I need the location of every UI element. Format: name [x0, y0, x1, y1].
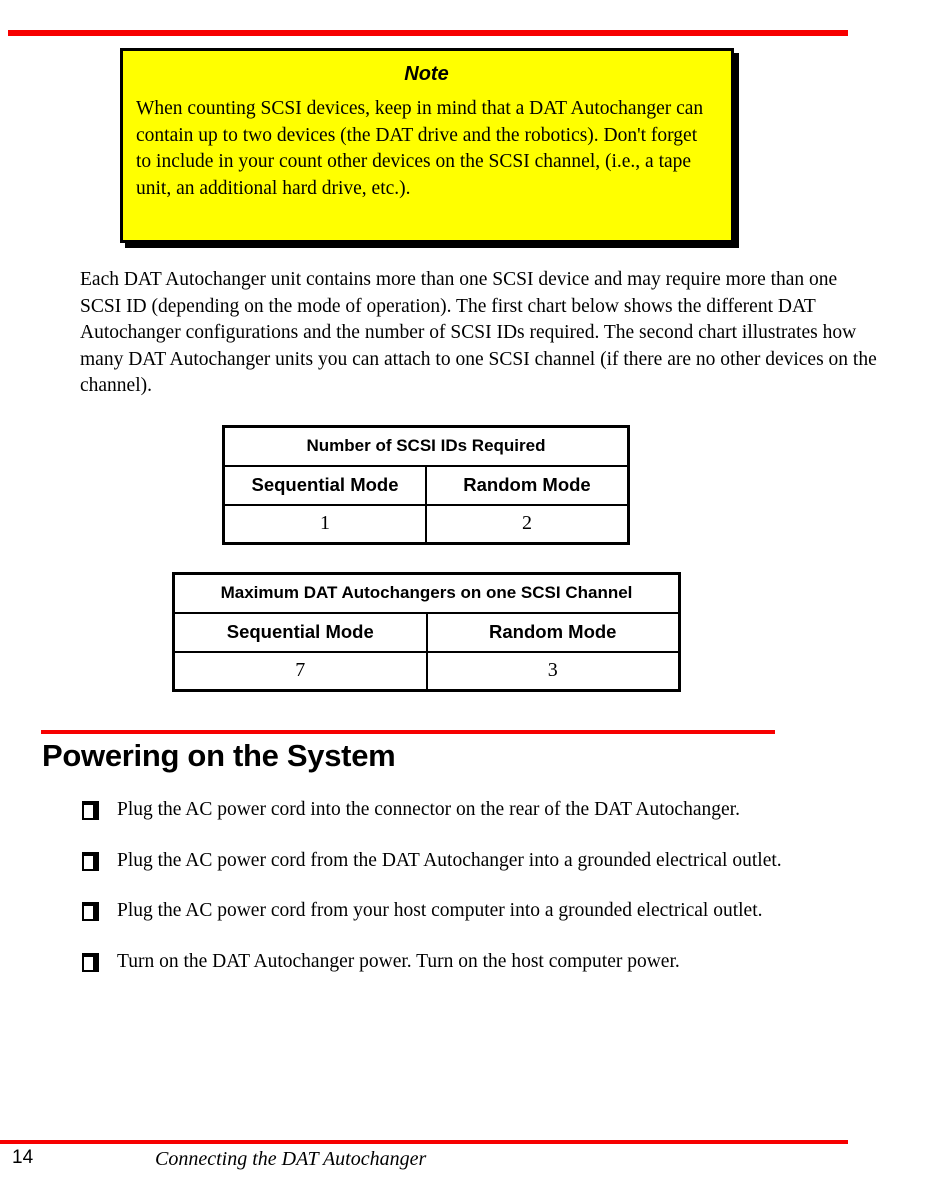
scsi-ids-required-table — [222, 425, 630, 545]
column-header-sequential-mode: Sequential Mode — [174, 613, 427, 652]
list-item-text: Plug the AC power cord from the DAT Autochanger into a grounded electrical outlet. — [117, 849, 782, 871]
table-title-row — [174, 574, 680, 613]
list-item-text: Plug the AC power cord from your host computer into a grounded electrical outlet. — [117, 900, 763, 921]
footer-red-rule — [0, 1140, 848, 1144]
note-box — [120, 48, 734, 243]
table-title: Number of SCSI IDs Required — [224, 427, 629, 466]
footer-chapter-title: Connecting the DAT Autochanger — [155, 1148, 427, 1170]
table-header-row — [174, 613, 680, 652]
checklist — [82, 797, 862, 999]
list-item — [82, 898, 862, 925]
page-number: 14 — [12, 1147, 34, 1168]
list-item-text: Turn on the DAT Autochanger power. Turn on the host computer power. — [117, 950, 680, 972]
note-title: Note — [404, 63, 449, 85]
column-header-random-mode: Random Mode — [426, 466, 629, 505]
list-item-text: Plug the AC power cord into the connector on the rear of the DAT Autochanger. — [117, 799, 740, 820]
intro-paragraph: Each DAT Autochanger unit contains more than one SCSI device and may require more than one SCSI ID (depending on the mode of operation). The first chart below shows the different DAT Autochanger configurations and the number of SCSI IDs required. The second chart illustrates how many DAT Autochanger units you can attach to one SCSI channel (if there are no other devices on the channel). — [80, 269, 877, 396]
table-value-row — [224, 505, 629, 544]
table-title: Maximum DAT Autochangers on one SCSI Channel — [174, 574, 680, 613]
checkbox-bullet-icon — [82, 852, 99, 871]
table-value-row — [174, 652, 680, 691]
checkbox-bullet-icon — [82, 801, 99, 820]
list-item — [82, 949, 862, 976]
top-red-rule — [8, 30, 848, 36]
cell-random-mode-value: 2 — [426, 505, 629, 544]
table-title-row — [224, 427, 629, 466]
list-item — [82, 848, 862, 875]
section-red-rule — [41, 730, 775, 734]
checkbox-bullet-icon — [82, 902, 99, 921]
cell-random-mode-value: 3 — [427, 652, 680, 691]
column-header-random-mode: Random Mode — [427, 613, 680, 652]
column-header-sequential-mode: Sequential Mode — [224, 466, 427, 505]
cell-sequential-mode-value: 1 — [224, 505, 427, 544]
max-autochangers-table — [172, 572, 681, 692]
note-body-text: When counting SCSI devices, keep in mind that a DAT Autochanger can contain up to two devices (the DAT drive and the robotics). Don't forget to include in your count other devices on the SCSI channel, (i.e., a tape unit, an additional hard drive, etc.). — [136, 98, 704, 199]
cell-sequential-mode-value: 7 — [174, 652, 427, 691]
checkbox-bullet-icon — [82, 953, 99, 972]
list-item — [82, 797, 862, 824]
section-heading: Powering on the System — [42, 738, 396, 773]
table-header-row — [224, 466, 629, 505]
